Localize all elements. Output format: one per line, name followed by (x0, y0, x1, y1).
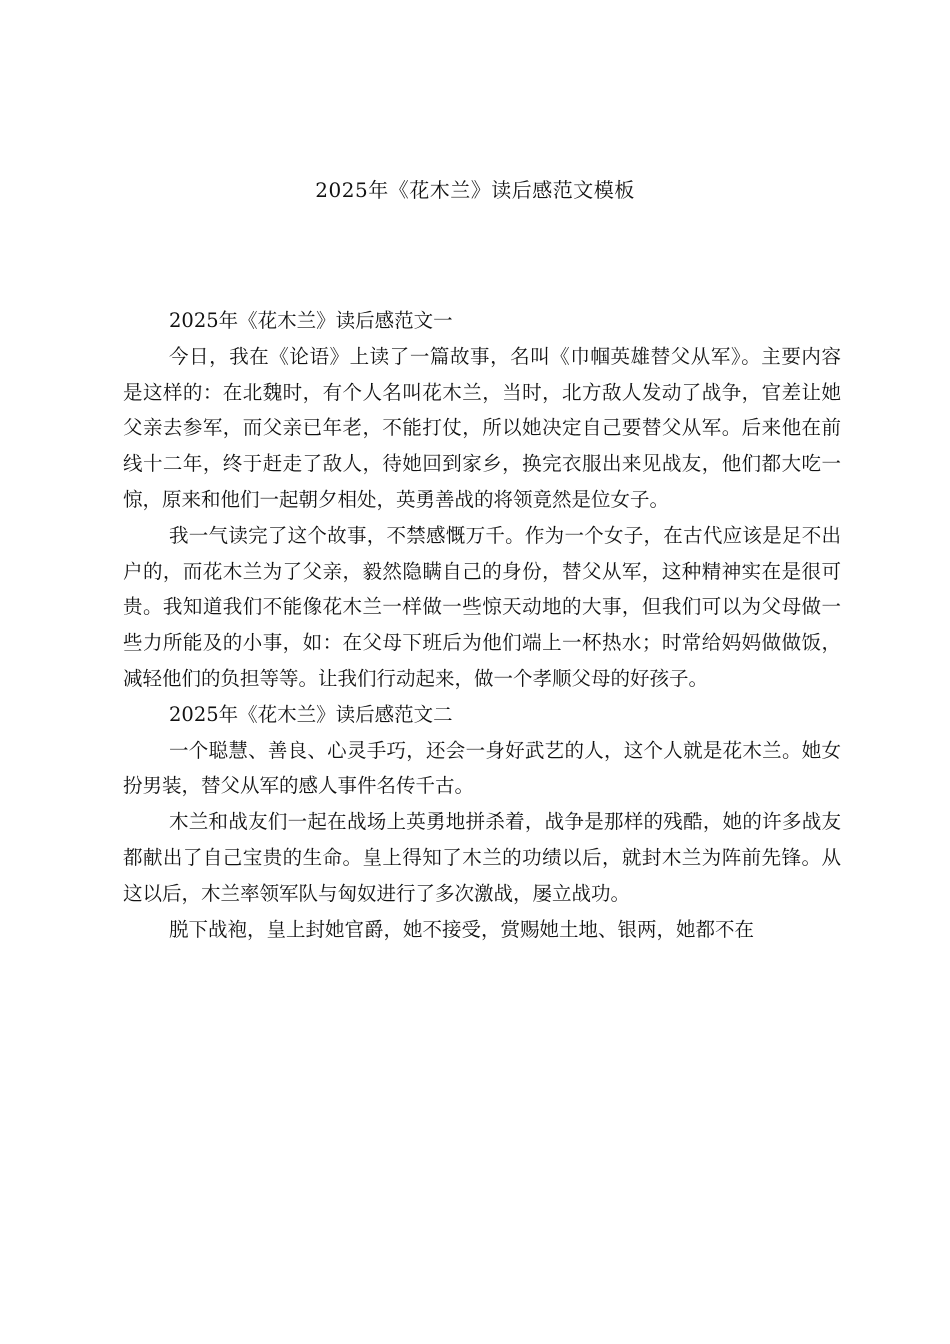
section-heading-1: 2025年《花木兰》读后感范文一 (169, 309, 453, 332)
paragraph: 木兰和战友们一起在战场上英勇地拼杀着，战争是那样的残酷，她的许多战友都献出了自己宝贵的生命。皇上得知了木兰的功绩以后，就封木兰为阵前先锋。从这以后，木兰率领军队与匈奴进行了多次激战，屡立战功。 (123, 810, 841, 905)
document-title: 2025年《花木兰》读后感范文模板 (315, 178, 635, 202)
document-body (123, 303, 841, 947)
paragraph: 脱下战袍，皇上封她官爵，她不接受，赏赐她土地、银两，她都不在 (169, 917, 755, 941)
paragraph: 一个聪慧、善良、心灵手巧，还会一身好武艺的人，这个人就是花木兰。她女扮男装，替父从军的感人事件名传千古。 (123, 738, 841, 798)
section-heading-2: 2025年《花木兰》读后感范文二 (169, 702, 453, 726)
paragraph: 今日，我在《论语》上读了一篇故事，名叫《巾帼英雄替父从军》。主要内容是这样的：在北魏时，有个人名叫花木兰，当时，北方敌人发动了战争，官差让她父亲去参军，而父亲已年老，不能打仗，所以她决定自己要替父从军。后来他在前线十二年，终于赶走了敌人，待她回到家乡，换完衣服出来见战友，他们都大吃一惊，原来和他们一起朝夕相处，英勇善战的将领竟然是位女子。 (123, 344, 841, 511)
paragraph: 我一气读完了这个故事，不禁感慨万千。作为一个女子，在古代应该是足不出户的，而花木兰为了父亲，毅然隐瞒自己的身份，替父从军，这种精神实在是很可贵。我知道我们不能像花木兰一样做一些惊天动地的大事，但我们可以为父母做一些力所能及的小事，如：在父母下班后为他们端上一杯热水；时常给妈妈做做饭，减轻他们的负担等等。让我们行动起来，做一个孝顺父母的好孩子。 (123, 523, 841, 690)
